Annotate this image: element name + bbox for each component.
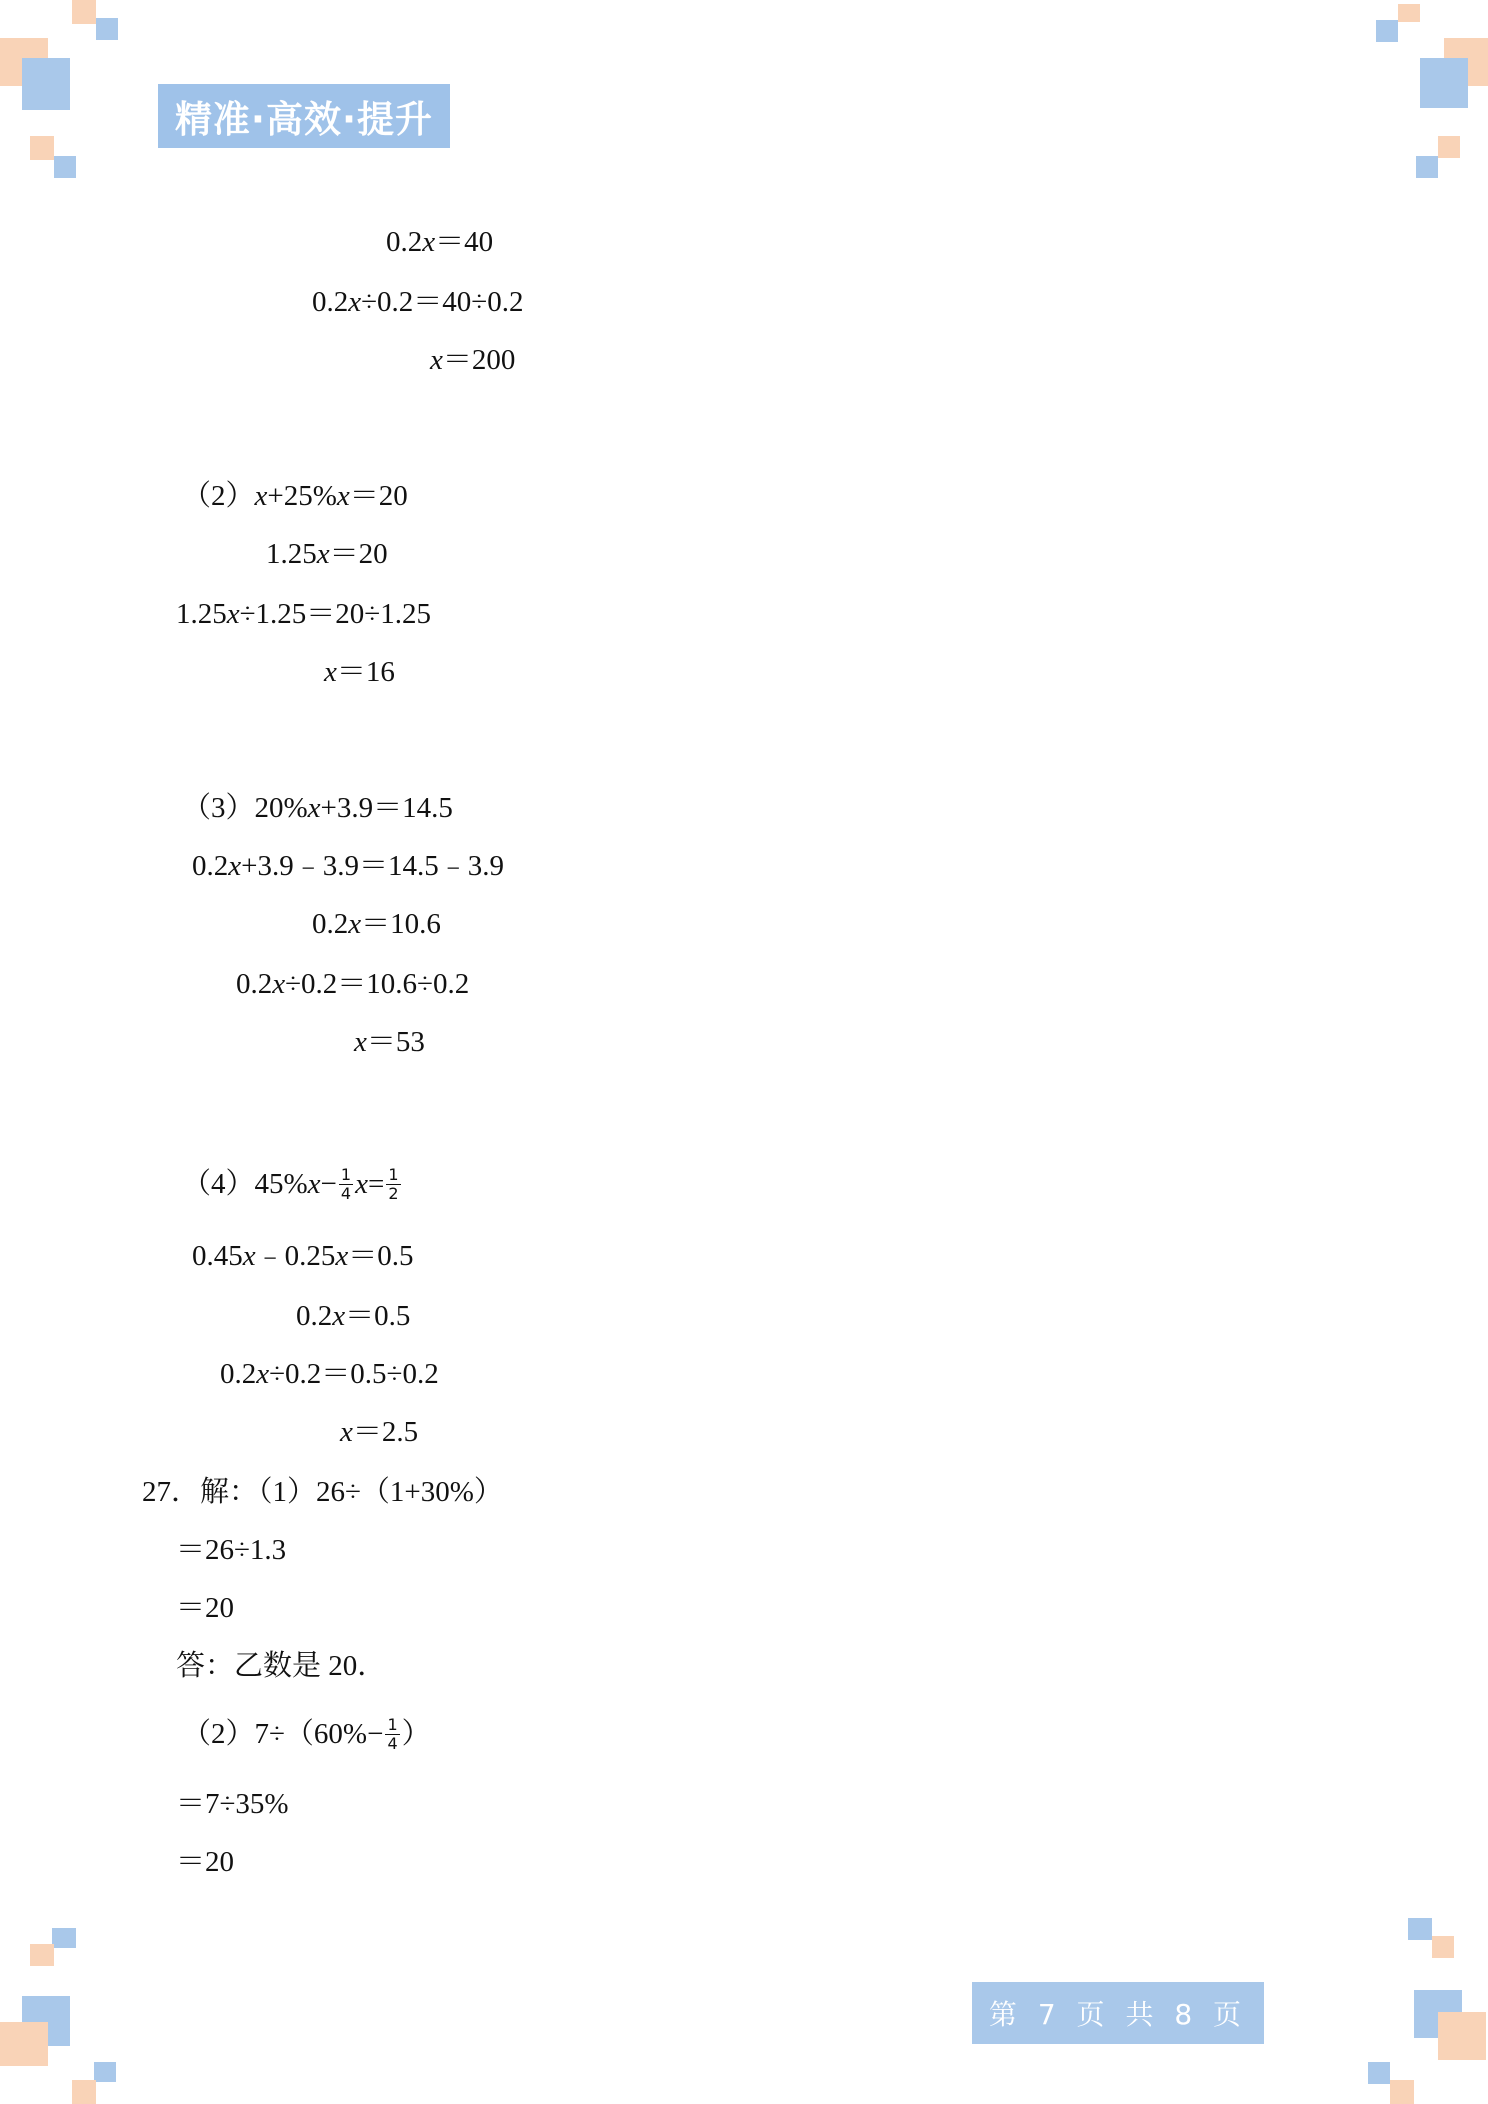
equation-line: ＝26÷1.3 <box>176 1534 287 1566</box>
equation-line: 0.2x÷0.2＝0.5÷0.2 <box>220 1358 439 1390</box>
equation-line: 0.2x+3.9﹣3.9＝14.5﹣3.9 <box>192 850 504 882</box>
question-27-heading: 27．解：（1）26÷（1+30%） <box>142 1476 503 1508</box>
header-badge: 精准·高效·提升 <box>158 84 450 148</box>
fraction: $\frac{1}{2}$ <box>388 1164 399 1203</box>
equation-line: 1.25x＝20 <box>266 538 388 570</box>
equation-line: （3）20%x+3.9＝14.5 <box>182 792 453 824</box>
fraction: $\frac{1}{4}$ <box>340 1164 352 1203</box>
equation-line: 0.2x＝40 <box>386 226 494 258</box>
equation-line: 0.2x÷0.2＝40÷0.2 <box>312 286 524 318</box>
equation-line: ＝7÷35% <box>176 1788 289 1820</box>
equation-line: （2）7÷（60%− $\frac{1}{4}$ ） <box>182 1714 431 1753</box>
equation-line: 0.2x÷0.2＝10.6÷0.2 <box>236 968 470 1000</box>
equation-line: x＝2.5 <box>340 1416 419 1448</box>
equation-line: 0.45x﹣0.25x＝0.5 <box>192 1240 414 1272</box>
equation-line: x＝53 <box>354 1026 425 1058</box>
equation-line: （2）x+25%x＝20 <box>182 480 408 512</box>
equation-line: 0.2x＝0.5 <box>296 1300 411 1332</box>
equation-line: ＝20 <box>176 1592 235 1624</box>
answer-line: 答：乙数是 20． <box>176 1650 387 1682</box>
equation-line: （4）45%x− $\frac{1}{4}$ x= $\frac{1}{2}$ <box>182 1164 399 1203</box>
equation-line: x＝200 <box>430 344 516 376</box>
equation-line: x＝16 <box>324 656 395 688</box>
equation-line: 0.2x＝10.6 <box>312 908 441 940</box>
fraction: $\frac{1}{4}$ <box>387 1714 398 1753</box>
page-number-badge: 第 7 页 共 8 页 <box>972 1982 1264 2044</box>
equation-line: ＝20 <box>176 1846 235 1878</box>
equation-line: 1.25x÷1.25＝20÷1.25 <box>176 598 431 630</box>
